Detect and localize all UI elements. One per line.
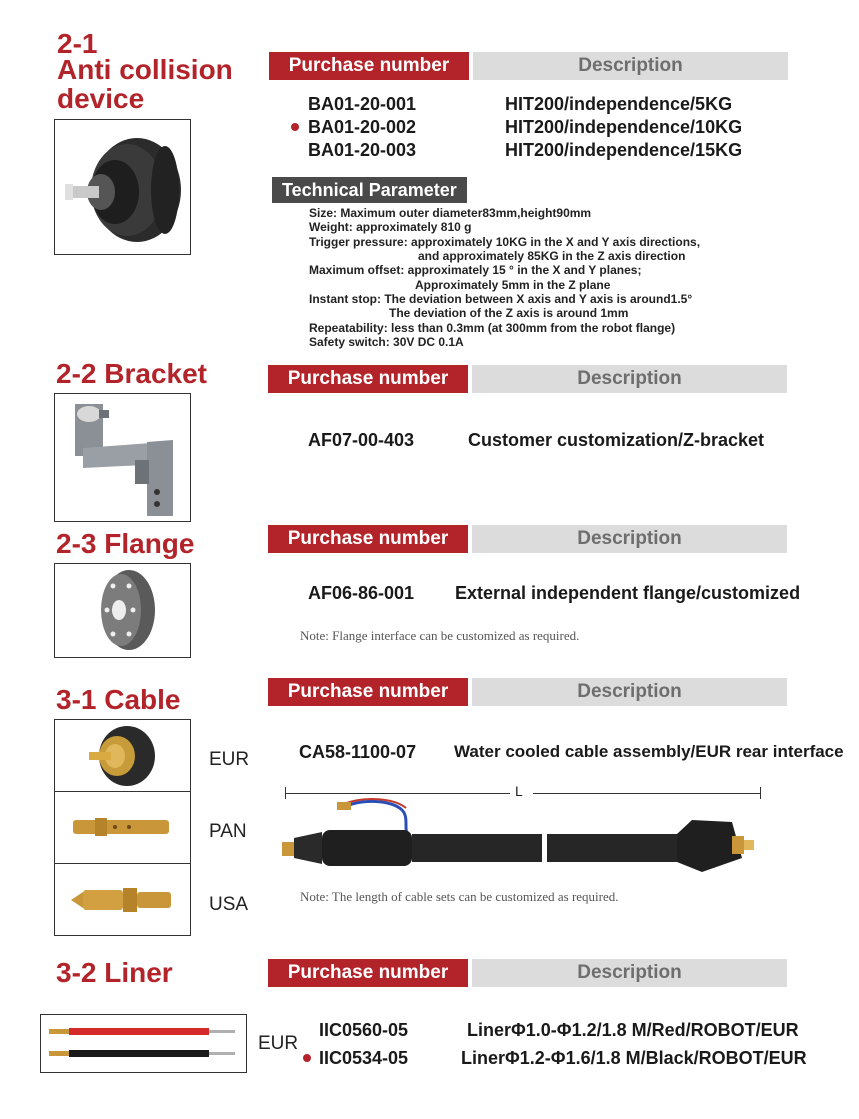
flange-description-header: Description [472,525,787,553]
section-2-1-title-line2: device [57,83,145,114]
dimension-label: L [515,783,523,799]
section-2-2-title: 2-2 Bracket [56,358,207,389]
liner-variant: EUR [258,1033,299,1054]
cable-note: Note: The length of cable sets can be customized as required. [300,889,619,904]
cable-eur-connector-image [54,719,191,792]
liner-image [40,1014,247,1073]
tech-param-line: Size: Maximum outer diameter83mm,height90mm [309,206,592,220]
cable-assembly-image [282,798,772,880]
section-2-3-title: 2-3 Flange [56,528,195,559]
tech-param-line: Weight: approximately 810 g [309,220,472,234]
section-3-1-title: 3-1 Cable [56,684,181,715]
cable-variant-usa: USA [209,894,249,915]
tech-param-line: Safety switch: 30V DC 0.1A [309,335,464,349]
tech-param-line: Maximum offset: approximately 15 ° in the X and Y planes; [309,263,642,277]
liner-description-header: Description [472,959,787,987]
bracket-description-header: Description [472,365,787,393]
tech-param-line: Trigger pressure: approximately 10KG in the X and Y axis directions, [309,235,701,249]
cable-variant-pan: PAN [209,821,247,842]
tech-param-line: Instant stop: The deviation between X axis and Y axis is around1.5° [309,292,693,306]
liner-purchase-header: Purchase number [268,959,468,987]
technical-parameter-header: Technical Parameter [272,177,467,203]
tech-param-line: The deviation of the Z axis is around 1mm [389,306,629,320]
cable-usa-connector-image [54,863,191,936]
cable-desc: Water cooled cable assembly/EUR rear interface [454,742,844,761]
dimension-line-left [285,793,510,794]
bracket-purchase-header: Purchase number [268,365,468,393]
tech-param-line: Repeatability: less than 0.3mm (at 300mm from the robot flange) [309,321,676,335]
anti-collision-code-2: BA01-20-002 [308,117,417,137]
liner-desc-1: LinerΦ1.0-Φ1.2/1.8 M/Red/ROBOT/EUR [467,1020,799,1040]
anti-collision-purchase-header: Purchase number [269,52,469,80]
tech-param-line: and approximately 85KG in the Z axis direction [418,249,686,263]
anti-collision-code-1: BA01-20-001 [308,94,417,114]
flange-purchase-header: Purchase number [268,525,468,553]
bracket-code: AF07-00-403 [308,430,415,450]
anti-collision-desc-1: HIT200/independence/5KG [505,94,733,114]
liner-code-2: IIC0534-05 [319,1048,409,1068]
section-2-1-title-line1: Anti collision [57,54,233,85]
anti-collision-desc-2: HIT200/independence/10KG [505,117,743,137]
liner-desc-2: LinerΦ1.2-Φ1.6/1.8 M/Black/ROBOT/EUR [461,1048,807,1068]
section-3-2-title: 3-2 Liner [56,957,173,988]
cable-variant-eur: EUR [209,749,250,770]
cable-pan-connector-image [54,791,191,864]
bracket-image [54,393,191,522]
selected-bullet-icon [303,1054,311,1062]
dimension-line-right [533,793,760,794]
liner-code-1: IIC0560-05 [319,1020,409,1040]
anti-collision-desc-3: HIT200/independence/15KG [505,140,743,160]
anti-collision-device-image [54,119,191,255]
cable-purchase-header: Purchase number [268,678,468,706]
flange-image [54,563,191,658]
anti-collision-code-3: BA01-20-003 [308,140,417,160]
cable-description-header: Description [472,678,787,706]
bracket-desc: Customer customization/Z-bracket [468,430,765,450]
flange-code: AF06-86-001 [308,583,415,603]
anti-collision-description-header: Description [473,52,788,80]
selected-bullet-icon [291,123,299,131]
cable-code: CA58-1100-07 [299,742,417,762]
flange-note: Note: Flange interface can be customized as required. [300,628,580,643]
tech-param-line: Approximately 5mm in the Z plane [415,278,611,292]
flange-desc: External independent flange/customized [455,583,801,603]
section-2-1-number: 2-1 [57,28,98,59]
